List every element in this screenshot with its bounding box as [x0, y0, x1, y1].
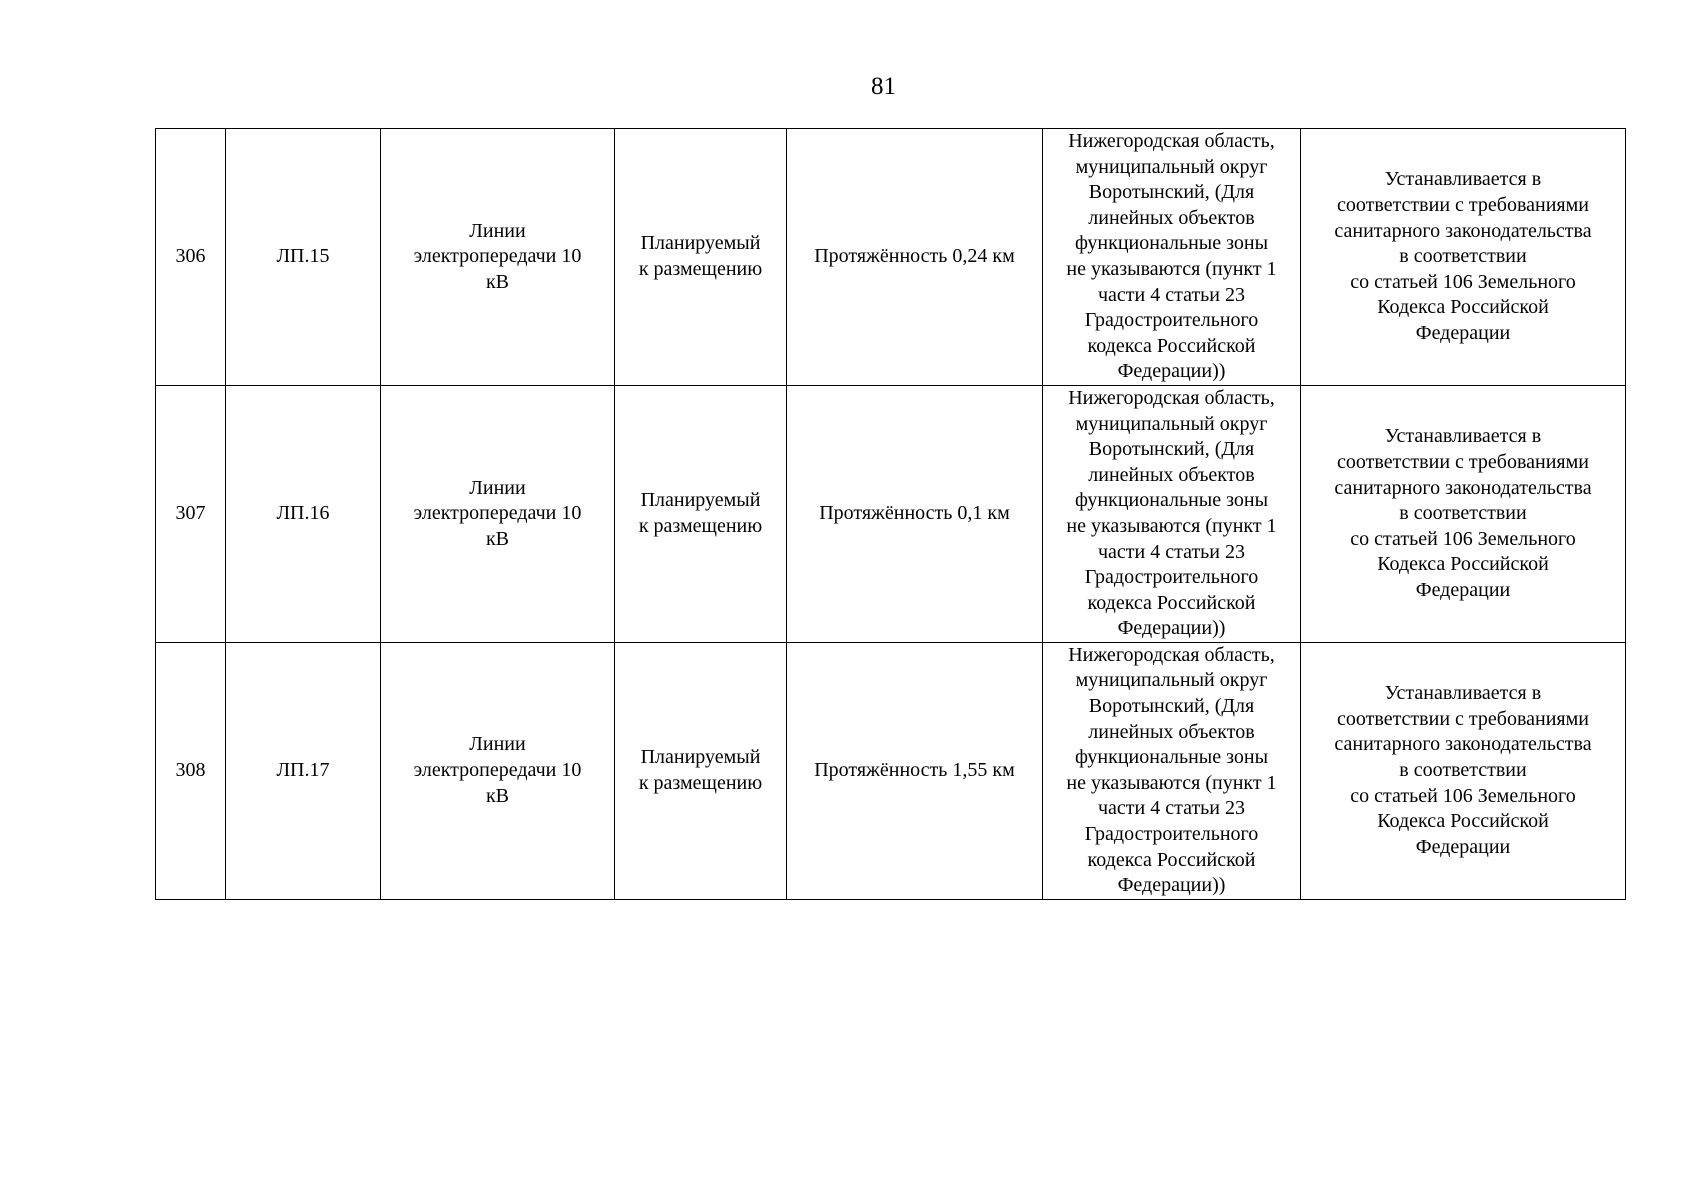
cell-line: муниципальный округ: [1075, 155, 1268, 178]
cell-line: Линии: [469, 733, 526, 756]
cell-line: муниципальный округ: [1075, 669, 1268, 692]
object-name-cell: [381, 642, 615, 899]
cell-line: электропередачи 10: [413, 245, 582, 268]
object-location-cell: [1043, 642, 1301, 899]
object-length-cell: Протяжённость 1,55 км: [787, 642, 1043, 899]
cell-line: санитарного законодательства: [1334, 219, 1592, 242]
cell-line: функциональные зоны: [1074, 746, 1269, 769]
cell-line: Федерации)): [1117, 874, 1226, 897]
protection-zone-cell: [1301, 385, 1626, 642]
cell-line: Кодекса Российской: [1377, 296, 1549, 319]
cell-line: со статьей 106 Земельного: [1350, 527, 1576, 550]
cell-line: в соответствии: [1399, 502, 1527, 525]
cell-line: линейных объектов: [1088, 720, 1255, 743]
object-length-cell: Протяжённость 0,24 км: [787, 129, 1043, 386]
cell-line: Устанавливается в: [1384, 425, 1542, 448]
object-length-cell: Протяжённость 0,1 км: [787, 385, 1043, 642]
cell-line: со статьей 106 Земельного: [1350, 270, 1576, 293]
cell-line: не указываются (пункт 1: [1066, 257, 1277, 280]
cell-line: соответствии с требованиями: [1337, 193, 1589, 216]
table-row: [156, 385, 1626, 642]
protection-zone-cell: [1301, 642, 1626, 899]
cell-line: кВ: [485, 270, 510, 293]
cell-line: к размещению: [638, 514, 763, 537]
cell-line: в соответствии: [1399, 759, 1527, 782]
cell-line: кодекса Российской: [1087, 591, 1256, 614]
cell-line: части 4 статьи 23: [1097, 797, 1246, 820]
cell-line: Федерации: [1415, 321, 1511, 344]
cell-line: кВ: [485, 527, 510, 550]
cell-line: соответствии с требованиями: [1337, 450, 1589, 473]
cell-line: функциональные зоны: [1074, 232, 1269, 255]
objects-table: [155, 128, 1626, 900]
cell-line: со статьей 106 Земельного: [1350, 784, 1576, 807]
cell-line: кодекса Российской: [1087, 848, 1256, 871]
cell-line: электропередачи 10: [413, 759, 582, 782]
table-row: [156, 642, 1626, 899]
cell-line: санитарного законодательства: [1334, 733, 1592, 756]
cell-line: Федерации)): [1117, 617, 1226, 640]
cell-line: в соответствии: [1399, 245, 1527, 268]
cell-line: Воротынский, (Для: [1088, 438, 1255, 461]
cell-line: Устанавливается в: [1384, 682, 1542, 705]
cell-line: Устанавливается в: [1384, 168, 1542, 191]
object-code-cell: ЛП.17: [226, 642, 381, 899]
cell-line: Линии: [469, 219, 526, 242]
object-code-cell: ЛП.16: [226, 385, 381, 642]
cell-line: Нижегородская область,: [1068, 130, 1275, 152]
protection-zone-cell: [1301, 129, 1626, 386]
cell-line: Кодекса Российской: [1377, 810, 1549, 833]
cell-line: кодекса Российской: [1087, 334, 1256, 357]
page-number: 81: [871, 73, 896, 100]
cell-line: Федерации: [1415, 835, 1511, 858]
table-row: [156, 129, 1626, 386]
cell-line: Градостроительного: [1084, 566, 1259, 589]
cell-line: Градостроительного: [1084, 823, 1259, 846]
cell-line: линейных объектов: [1088, 206, 1255, 229]
cell-line: не указываются (пункт 1: [1066, 514, 1277, 537]
cell-line: соответствии с требованиями: [1337, 707, 1589, 730]
row-number-cell: 307: [156, 385, 226, 642]
cell-line: Нижегородская область,: [1068, 643, 1275, 666]
cell-line: Воротынский, (Для: [1088, 181, 1255, 204]
cell-line: части 4 статьи 23: [1097, 283, 1246, 306]
cell-line: санитарного законодательства: [1334, 476, 1592, 499]
object-location-cell: [1043, 129, 1301, 386]
cell-line: муниципальный округ: [1075, 412, 1268, 435]
cell-line: части 4 статьи 23: [1097, 540, 1246, 563]
cell-line: Федерации: [1415, 578, 1511, 601]
cell-line: Воротынский, (Для: [1088, 695, 1255, 718]
cell-line: кВ: [485, 784, 510, 807]
object-name-cell: [381, 129, 615, 386]
cell-line: не указываются (пункт 1: [1066, 771, 1277, 794]
row-number-cell: 306: [156, 129, 226, 386]
cell-line: Нижегородская область,: [1068, 386, 1275, 409]
cell-line: Кодекса Российской: [1377, 553, 1549, 576]
object-location-cell: [1043, 385, 1301, 642]
cell-line: Планируемый: [640, 746, 761, 769]
row-number-cell: 308: [156, 642, 226, 899]
object-code-cell: ЛП.15: [226, 129, 381, 386]
cell-line: функциональные зоны: [1074, 489, 1269, 512]
object-status-cell: [615, 129, 787, 386]
object-status-cell: [615, 642, 787, 899]
object-name-cell: [381, 385, 615, 642]
cell-line: Планируемый: [640, 232, 761, 255]
cell-line: электропередачи 10: [413, 502, 582, 525]
cell-line: Планируемый: [640, 489, 761, 512]
cell-line: к размещению: [638, 257, 763, 280]
object-status-cell: [615, 385, 787, 642]
cell-line: Федерации)): [1117, 360, 1226, 383]
cell-line: Градостроительного: [1084, 309, 1259, 332]
cell-line: линейных объектов: [1088, 463, 1255, 486]
cell-line: Линии: [469, 476, 526, 499]
cell-line: к размещению: [638, 771, 763, 794]
